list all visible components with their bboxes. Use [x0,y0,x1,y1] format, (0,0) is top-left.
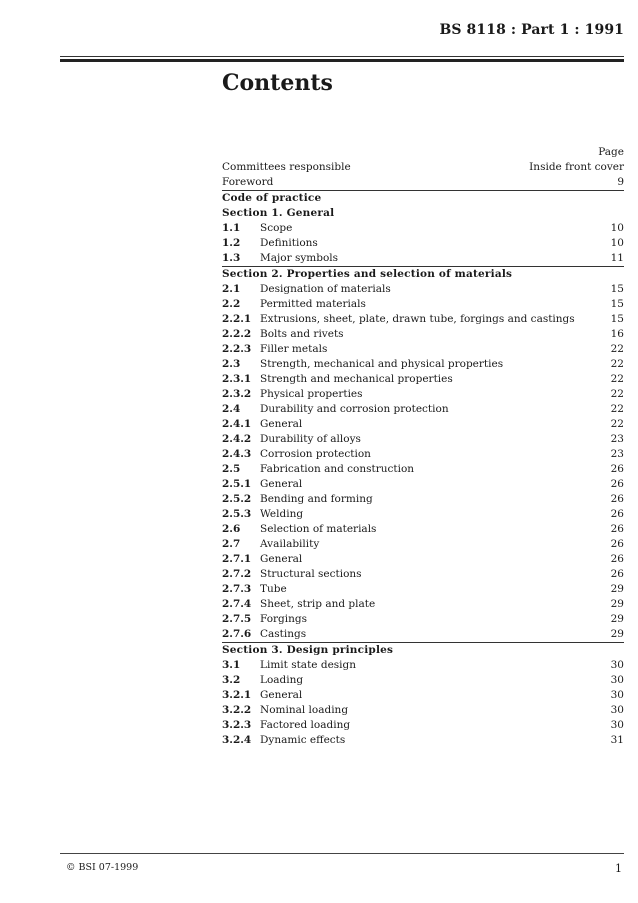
toc-entry-title: Limit state design [260,659,357,671]
toc-entry-title: Selection of materials [260,523,377,535]
toc-entry-page: 9 [617,176,624,188]
toc-entry-title: Loading [260,674,304,686]
toc-entry-title: Tube [260,583,287,595]
toc-entry[interactable] [222,236,624,251]
toc-entry-title: Permitted materials [260,298,366,310]
toc-entry-number: 2.5 [222,463,241,475]
toc-entry[interactable] [222,673,624,688]
toc-entry-title: Corrosion protection [260,448,371,460]
toc-entry-number: 2.5.2 [222,493,252,505]
toc-entry-number: 2.7.5 [222,613,252,625]
toc-entry[interactable] [222,597,624,612]
toc-entry-number: 2.4.3 [222,448,252,460]
toc-entry-committees[interactable] [222,160,624,175]
toc-entry[interactable] [222,221,624,236]
toc-entry-title: Major symbols [260,252,339,264]
toc-entry-page: 26 [610,568,624,580]
toc-entry-page: 30 [610,704,624,716]
footer-rule [60,853,624,854]
toc-entry[interactable] [222,297,624,312]
page-column-heading: Page [598,146,624,158]
toc-entry-page: 11 [610,252,624,264]
toc-entry-number: 3.1 [222,659,241,671]
toc-entry-title: Dynamic effects [260,734,346,746]
toc-entry-number: 2.2.3 [222,343,252,355]
toc-entry[interactable] [222,342,624,357]
toc-entry-number: 2.7.6 [222,628,252,640]
toc-entry-page: 26 [610,478,624,490]
toc-entry-page: 31 [610,734,624,746]
toc-entry-number: 2.3.1 [222,373,252,385]
toc-entry[interactable] [222,582,624,597]
toc-entry[interactable] [222,658,624,673]
toc-entry-title: Nominal loading [260,704,349,716]
toc-entry[interactable] [222,402,624,417]
toc-entry[interactable] [222,372,624,387]
toc-entry-page: 15 [610,283,624,295]
toc-entry-page: 23 [610,448,624,460]
toc-entry-number: 2.2 [222,298,241,310]
toc-entry-number: 3.2.2 [222,704,252,716]
toc-entry-page: 30 [610,719,624,731]
toc-entry-title: Strength and mechanical properties [260,373,453,385]
toc-entry[interactable] [222,432,624,447]
toc-entry-page: 29 [610,598,624,610]
toc-entry-title: Filler metals [260,343,328,355]
toc-entry-page: 22 [610,373,624,385]
toc-entry[interactable] [222,522,624,537]
section-2-heading: Section 2. Properties and selection of materials [222,268,513,280]
toc-entry-number: 2.2.1 [222,313,252,325]
toc-entry[interactable] [222,718,624,733]
toc-entry-number: 2.4.1 [222,418,252,430]
toc-entry-page: 26 [610,493,624,505]
toc-entry-number: 2.7 [222,538,241,550]
toc-entry[interactable] [222,612,624,627]
toc-entry-page: 10 [610,222,624,234]
toc-entry[interactable] [222,552,624,567]
toc-entry-title: General [260,553,303,565]
toc-entry-page: 22 [610,358,624,370]
toc-entry-number: 2.7.1 [222,553,252,565]
table-of-contents [222,145,624,748]
toc-entry-number: 2.7.4 [222,598,252,610]
section-1-heading-row[interactable] [222,206,624,221]
page-title: Contents [222,70,333,96]
code-of-practice-heading: Code of practice [222,192,322,204]
toc-entry-number: 2.7.3 [222,583,252,595]
header-rule-thin [60,56,624,57]
toc-entry-page: 16 [610,328,624,340]
toc-entry-title: General [260,689,303,701]
toc-entry-page: 10 [610,237,624,249]
section-3-entries [222,658,624,748]
toc-entry-page: 29 [610,628,624,640]
toc-entry[interactable] [222,327,624,342]
toc-entry[interactable] [222,417,624,432]
toc-entry-page: 26 [610,523,624,535]
toc-entry-page: 23 [610,433,624,445]
toc-entry[interactable] [222,567,624,582]
toc-entry[interactable] [222,462,624,477]
toc-entry-number: 2.6 [222,523,241,535]
header-rule-thick [60,59,624,62]
toc-entry[interactable] [222,733,624,748]
toc-entry-number: 3.2.4 [222,734,252,746]
toc-entry-page: 29 [610,613,624,625]
toc-entry-number: 2.1 [222,283,241,295]
section-2-heading-row[interactable] [222,266,624,282]
toc-entry-label: Foreword [222,176,274,188]
toc-entry-page: 22 [610,388,624,400]
toc-entry-number: 2.4 [222,403,241,415]
toc-entry-title: General [260,478,303,490]
toc-entry-page: 22 [610,343,624,355]
toc-entry-title: General [260,418,303,430]
section-1-heading: Section 1. General [222,207,335,219]
toc-entry-number: 3.2.1 [222,689,252,701]
code-of-practice-heading-row [222,190,624,206]
toc-entry-title: Factored loading [260,719,351,731]
toc-entry[interactable] [222,357,624,372]
toc-entry-page: 26 [610,508,624,520]
toc-entry-title: Strength, mechanical and physical properties [260,358,504,370]
section-1-entries [222,221,624,266]
toc-entry-foreword[interactable] [222,175,624,190]
toc-entry-title: Bending and forming [260,493,373,505]
toc-entry-title: Forgings [260,613,308,625]
toc-entry-title: Structural sections [260,568,362,580]
toc-entry-title: Welding [260,508,304,520]
toc-entry[interactable] [222,507,624,522]
toc-entry[interactable] [222,312,624,327]
toc-entry[interactable] [222,282,624,297]
document-id: BS 8118 : Part 1 : 1991 [439,22,624,38]
toc-entry-title: Designation of materials [260,283,391,295]
toc-entry[interactable] [222,537,624,552]
toc-entry-page: 29 [610,583,624,595]
toc-entry-title: Availability [260,538,320,550]
toc-entry-number: 2.3.2 [222,388,252,400]
toc-entry-page: Inside front cover [529,161,624,173]
toc-entry-number: 3.2 [222,674,241,686]
toc-entry-page: 15 [610,298,624,310]
toc-entry-number: 2.3 [222,358,241,370]
toc-entry-number: 1.3 [222,252,241,264]
toc-entry-number: 3.2.3 [222,719,252,731]
page-number: 1 [615,862,622,875]
toc-entry-title: Physical properties [260,388,363,400]
toc-entry-page: 30 [610,674,624,686]
section-2-entries [222,282,624,642]
toc-entry-number: 2.7.2 [222,568,252,580]
page-column-heading-row [222,145,624,160]
toc-entry-page: 30 [610,659,624,671]
toc-entry[interactable] [222,688,624,703]
toc-entry-page: 15 [610,313,624,325]
toc-entry-label: Committees responsible [222,161,351,173]
toc-entry-page: 26 [610,538,624,550]
toc-entry-number: 1.1 [222,222,241,234]
toc-entry-number: 2.2.2 [222,328,252,340]
toc-entry-title: Scope [260,222,293,234]
toc-entry-title: Definitions [260,237,318,249]
toc-entry-title: Extrusions, sheet, plate, drawn tube, forgings and castings [260,313,575,325]
toc-entry[interactable] [222,703,624,718]
toc-entry-title: Castings [260,628,307,640]
toc-entry-number: 1.2 [222,237,241,249]
toc-entry[interactable] [222,387,624,402]
toc-entry-title: Fabrication and construction [260,463,415,475]
toc-entry[interactable] [222,627,624,642]
toc-entry-title: Durability of alloys [260,433,361,445]
toc-entry-number: 2.5.3 [222,508,252,520]
toc-entry[interactable] [222,447,624,462]
section-3-heading: Section 3. Design principles [222,644,394,656]
toc-entry-title: Bolts and rivets [260,328,344,340]
toc-entry[interactable] [222,251,624,266]
toc-entry-number: 2.4.2 [222,433,252,445]
toc-entry-page: 26 [610,463,624,475]
toc-entry-page: 22 [610,418,624,430]
toc-entry-number: 2.5.1 [222,478,252,490]
toc-entry-page: 30 [610,689,624,701]
toc-entry-title: Sheet, strip and plate [260,598,376,610]
toc-entry-page: 22 [610,403,624,415]
toc-entry[interactable] [222,477,624,492]
copyright-notice: © BSI 07-1999 [66,862,139,873]
toc-entry-page: 26 [610,553,624,565]
section-3-heading-row[interactable] [222,642,624,658]
toc-entry[interactable] [222,492,624,507]
toc-entry-title: Durability and corrosion protection [260,403,449,415]
